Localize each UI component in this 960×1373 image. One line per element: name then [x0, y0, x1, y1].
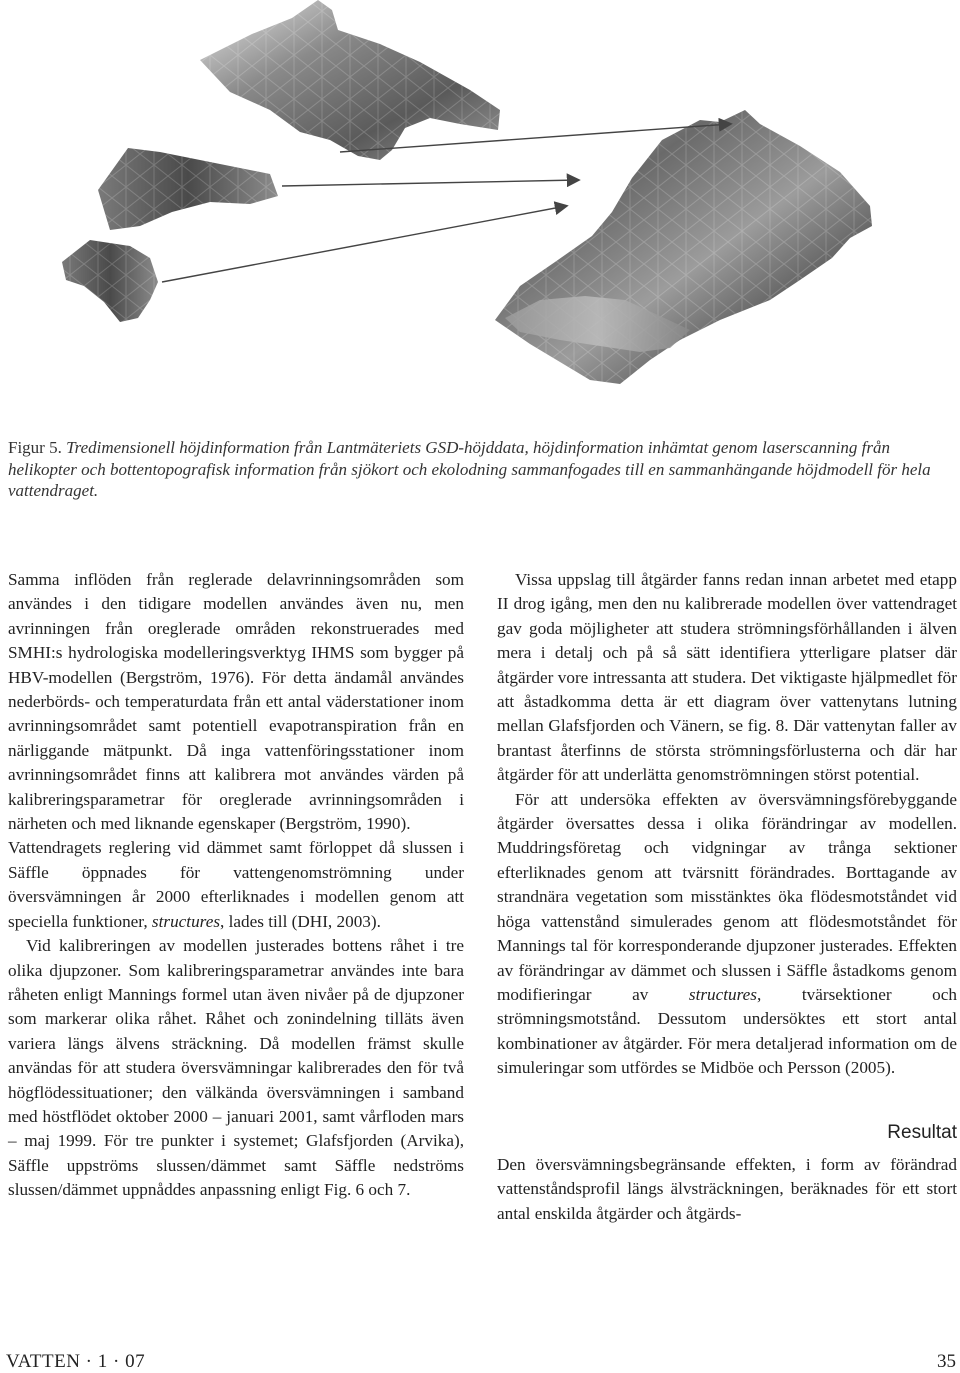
- footer-journal: VATTEN · 1 · 07: [6, 1351, 146, 1372]
- left-column: [8, 568, 464, 1203]
- left-p2-emphasis: structures: [151, 911, 221, 931]
- left-p2-text-b: , lades till (DHI, 2003).: [220, 911, 381, 931]
- left-paragraph-3: Vid kalibreringen av modellen justerades bottens råhet i tre olika djupzoner. Som kalibreringsparametrar användes inte bara råheten enligt Mannings formel utan även nivåer på de djupzoner som markerar olika råhet. Råhet och zonindelning tilläts även variera längs älvens sträckning. Då modellen främst skulle användas för att studera översvämningar kalibrerades den för två högflödessituationer; den välkända översvämningen i samband med höstflödet oktober 2000 – januari 2001, samt vårfloden mars – maj 1999. För tre punkter i systemet; Glafsfjorden (Arvika), Säffle uppströms slussen/dämmet samt Säffle nedströms slussen/dämmet uppnåddes anpassning enligt Fig. 6 och 7.: [8, 936, 464, 1200]
- left-p2-text-a: Vattendragets reglering vid dämmet samt förloppet då slussen i Säffle öppnades för vattengenomströmning under översvämningen år 2000 efterliknades i modellen genom att speciella funktioner,: [8, 838, 464, 931]
- caption-text: Tredimensionell höjdinformation från Lantmäteriets GSD-höjddata, höjdinformation inhämtat genom laserscanning från helikopter och bottentopografisk information från sjökort och ekolodning sammanfogades till en sammanhängande höjdmodell för hela vattendraget.: [8, 438, 931, 500]
- terrain-model-combined: [495, 110, 872, 384]
- left-paragraph-1: Samma inflöden från reglerade delavrinningsområden som användes i den tidigare modellen användes även nu, men avrinningen från oreglerade områden rekonstruerades med SMHI:s hydrologiska modelleringsverktyg IHMS som bygger på HBV-modellen (Bergström, 1976). För detta ändamål användes nederbörds- och temperaturdata från ett antal väderstationer inom avrinningsområdet samt potentiell evapotranspiration från en närliggande mätpunkt. Då inga vattenföringsstationer inom avrinningsområdet finns att kalibrera mot användes värden på kalibreringsparametrar för oreglerade avrinningsområden i närheten och med liknande egenskaper (Bergström, 1990).: [8, 570, 464, 834]
- terrain-model-top: [200, 0, 500, 160]
- terrain-model-figure: [0, 0, 960, 425]
- left-paragraph-2: [8, 836, 464, 934]
- right-p2-text-b: , tvärsektioner och strömningsmotstånd. Dessutom undersöktes ett stort antal kombinationer av åtgärder. För mera detaljerad information om de simuleringar som utfördes se Midböe och Persson (2005).: [497, 984, 957, 1078]
- caption-label: Figur 5.: [8, 438, 62, 457]
- right-paragraph-3: Den översvämningsbegränsande effekten, i form av förändrad vattenståndsprofil längs älvsträckningen, beräknades för ett stort antal enskilda åtgärder och åtgärds-: [497, 1154, 957, 1223]
- arrow-1: [282, 180, 578, 186]
- right-column: [497, 568, 957, 1226]
- arrow-2: [162, 206, 566, 282]
- right-p2-emphasis: structures: [688, 984, 757, 1004]
- figure-caption: [8, 437, 956, 502]
- terrain-strip-lower: [62, 240, 158, 322]
- right-p2-text-a: För att undersöka effekten av översvämningsförebyggande åtgärder översattes dessa i olika förändringar av modellen. Muddringsföretag och vidgningar av trånga sektioner efterliknades genom att tvärsnitt förändrades. Borttagande av strandnära vegetation som misstänktes öka flödesmotståndet vid höga vattenstånd simulerades genom att flödesmotståndet för Mannings tal för korresponderande djupzoner justerades. Effekten av förändringar av dämmet och slussen i Säffle åstadkoms genom modifieringar av: [497, 789, 957, 1004]
- footer-page-number: 35: [937, 1351, 956, 1372]
- section-heading-resultat: Resultat: [887, 1121, 957, 1143]
- right-paragraph-1: Vissa uppslag till åtgärder fanns redan innan arbetet med etapp II drog igång, men den nu kalibrerade modellen över vattendraget gav goda möjligheter att studera strömningsförhållanden i älven mera i detalj och på så sätt identifiera ytterligare platser där åtgärder vore intressanta att studera. Det viktigaste hjälpmedlet för att åstadkomma detta är ett diagram över vattenytans lutning mellan Glafsfjorden och Vänern, se fig. 8. Där vattenytan faller av brantast återfinns de största strömningsförlusterna och där har åtgärder för att underlätta genomströmningen störst potential.: [497, 570, 957, 785]
- terrain-strip-middle: [98, 148, 278, 230]
- right-paragraph-2: [497, 788, 957, 1081]
